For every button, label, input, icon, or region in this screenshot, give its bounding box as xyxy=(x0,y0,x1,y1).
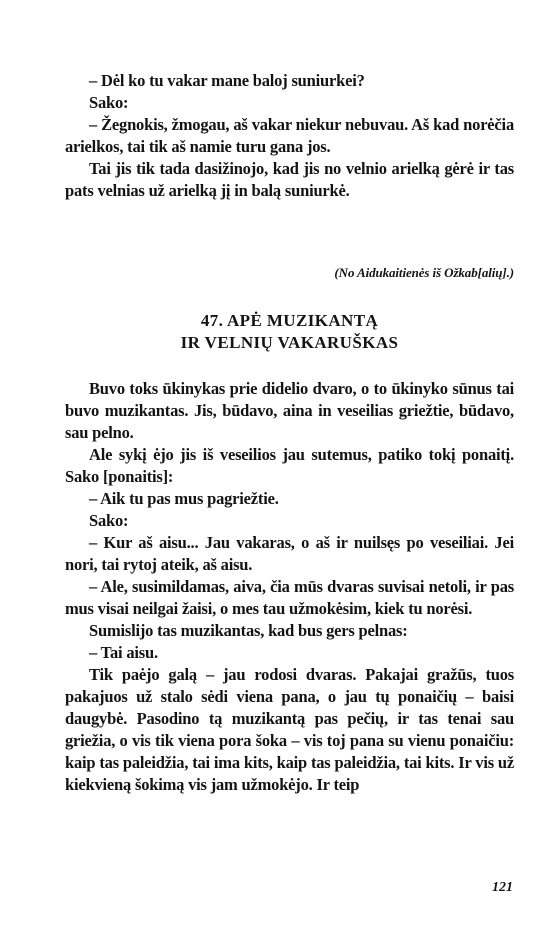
paragraph: Buvo toks ūkinykas prie didelio dvaro, o to ūkinyko sūnus tai buvo muzikantas. Jis, būdavo, aina in veseilias griežtie, būdavo, sau pelno. xyxy=(65,379,514,442)
previous-story-ending xyxy=(65,70,514,202)
paragraph: Ale sykį ėjo jis iš veseilios jau sutemus, patiko tokį ponaitį. Sako [ponaitis]: xyxy=(65,445,514,486)
paragraph: – Žegnokis, žmogau, aš vakar niekur nebuvau. Aš kad norėčia arielkos, tai tik aš namie turu gana jos. xyxy=(65,115,514,156)
paragraph: Sako: xyxy=(89,511,129,530)
paragraph: Tai jis tik tada dasižinojo, kad jis no velnio arielką gėrė ir tas pats velnias už arielką jį in balą suniurkė. xyxy=(65,159,514,200)
story-heading xyxy=(65,310,514,354)
heading-line-2: IR VELNIŲ VAKARUŠKAS xyxy=(180,333,399,352)
story-body xyxy=(65,378,514,796)
paragraph: Sumislijo tas muzikantas, kad bus gers pelnas: xyxy=(89,621,408,640)
page-number: 121 xyxy=(492,880,513,895)
paragraph: – Ale, susimildamas, aiva, čia mūs dvaras suvisai netoli, ir pas mus visai neilgai žaisi, o mes tau užmokėsim, kiek tu norėsi. xyxy=(65,577,514,618)
paragraph: Tik paėjo galą – jau rodosi dvaras. Pakajai gražūs, tuos pakajuos už stalo sėdi viena pana, o jau tų ponaičių – baisi daugybė. Pasodino tą muzikantą pas pečių, ir tas tenai sau griežia, o vis tik viena pora šoka – vis toj pana su vienu ponaičiu: kaip tas paleidžia, tai ima kits, kaip tas paleidžia, tai kits. Ir vis už kiekvieną šokimą vis jam užmokėjo. Ir teip xyxy=(65,665,514,794)
paragraph: – Dėl ko tu vakar mane baloj suniurkei? xyxy=(89,71,365,90)
source-note: (No Aidukaitienės iš Ožkab[alių].) xyxy=(334,265,514,280)
paragraph: – Tai aisu. xyxy=(89,643,158,662)
paragraph: Sako: xyxy=(89,93,129,112)
heading-line-1: 47. APĖ MUZIKANTĄ xyxy=(200,311,379,330)
paragraph: – Kur aš aisu... Jau vakaras, o aš ir nuilsęs po veseiliai. Jei nori, tai rytoj ateik, aš aisu. xyxy=(65,533,514,574)
paragraph: – Aik tu pas mus pagriežtie. xyxy=(89,489,279,508)
